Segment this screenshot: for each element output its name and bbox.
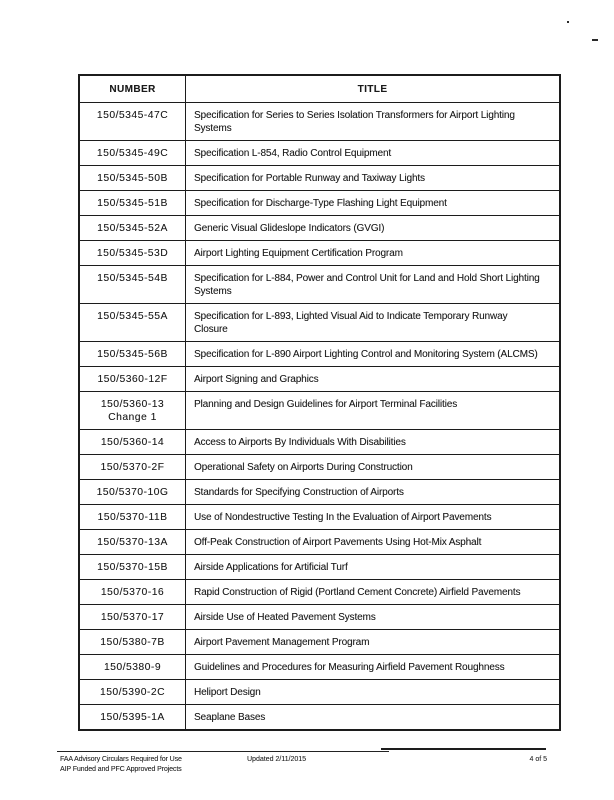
- ac-title-line: Airside Use of Heated Pavement Systems: [194, 611, 376, 623]
- ac-number-line: 150/5345-54B: [97, 272, 168, 284]
- ac-number-line: 150/5380-9: [103, 661, 162, 673]
- ac-number-line: 150/5360-14: [100, 436, 165, 448]
- footer-updated-date: Updated 2/11/2015: [247, 756, 307, 763]
- ac-title-line: Operational Safety on Airports During Construction: [194, 461, 413, 473]
- table-row: [79, 530, 560, 555]
- ac-number-cell: [79, 430, 186, 455]
- ac-title-cell: [186, 430, 561, 455]
- table-row: [79, 216, 560, 241]
- ac-title-cell: [186, 141, 561, 166]
- ac-title-cell: [186, 655, 561, 680]
- ac-title-line: Specification for L-884, Power and Control Unit for Land and Hold Short Lighting: [194, 272, 540, 284]
- ac-title-line: Airport Lighting Equipment Certification Program: [194, 247, 403, 259]
- ac-number-cell: [79, 141, 186, 166]
- ac-title-line: Standards for Specifying Construction of Airports: [194, 486, 404, 498]
- ac-number-cell: [79, 605, 186, 630]
- ac-number-line: 150/5395-1A: [100, 711, 165, 723]
- table-row: [79, 455, 560, 480]
- table-row: [79, 630, 560, 655]
- ac-number-cell: [79, 580, 186, 605]
- ac-title-cell: [186, 304, 561, 342]
- table-row: [79, 166, 560, 191]
- ac-number-cell: [79, 630, 186, 655]
- table-row: [79, 241, 560, 266]
- ac-title-cell: [186, 480, 561, 505]
- table-row: [79, 141, 560, 166]
- table-row: [79, 555, 560, 580]
- ac-title-cell: [186, 555, 561, 580]
- ac-number-cell: [79, 455, 186, 480]
- ac-number-cell: [79, 367, 186, 392]
- ac-table: [78, 74, 561, 731]
- ac-number-cell: [79, 480, 186, 505]
- ac-number-line: 150/5370-15B: [97, 561, 168, 573]
- ac-number-line: 150/5345-51B: [97, 197, 168, 209]
- footer-page-number: 4 of 5: [529, 756, 547, 763]
- ac-number-line: 150/5345-52A: [97, 222, 168, 234]
- ac-title-line: Heliport Design: [194, 686, 261, 698]
- column-header-number: NUMBER: [79, 75, 186, 103]
- ac-title-line: Specification for L-890 Airport Lighting Control and Monitoring System (ALCMS): [194, 348, 538, 360]
- table-row: [79, 342, 560, 367]
- ac-number-line: 150/5370-10G: [96, 486, 169, 498]
- ac-title-cell: [186, 392, 561, 430]
- ac-title-line: Airside Applications for Artificial Turf: [194, 561, 348, 573]
- ac-number-line: 150/5380-7B: [100, 636, 165, 648]
- ac-number-cell: [79, 705, 186, 731]
- ac-title-cell: [186, 630, 561, 655]
- ac-number-line: 150/5345-50B: [97, 172, 168, 184]
- ac-title-line: Off-Peak Construction of Airport Pavements Using Hot-Mix Asphalt: [194, 536, 482, 548]
- ac-title-line: Specification for Discharge-Type Flashing Light Equipment: [194, 197, 447, 209]
- ac-title-cell: [186, 216, 561, 241]
- table-row: [79, 705, 560, 731]
- table-row: [79, 655, 560, 680]
- ac-title-line: Seaplane Bases: [194, 711, 266, 723]
- table-row: [79, 505, 560, 530]
- ac-number-cell: [79, 342, 186, 367]
- table-row: [79, 680, 560, 705]
- ac-number-line: Change 1: [108, 411, 157, 423]
- ac-title-cell: [186, 241, 561, 266]
- footer-rule-left-segment: [57, 751, 389, 752]
- ac-title-cell: [186, 705, 561, 731]
- header-row: [79, 75, 560, 103]
- scan-artifact-dot: [567, 21, 569, 23]
- ac-title-cell: [186, 191, 561, 216]
- ac-title-cell: [186, 342, 561, 367]
- table-row: [79, 266, 560, 304]
- ac-title-cell: [186, 680, 561, 705]
- ac-number-line: 150/5370-11B: [97, 511, 168, 523]
- ac-number-cell: [79, 266, 186, 304]
- table-row: [79, 392, 560, 430]
- ac-number-cell: [79, 392, 186, 430]
- footer-title-line1: FAA Advisory Circulars Required for Use: [60, 756, 182, 763]
- ac-title-line: Use of Nondestructive Testing In the Evaluation of Airport Pavements: [194, 511, 492, 523]
- table-row: [79, 480, 560, 505]
- footer-document-title: [60, 755, 182, 774]
- table-row: [79, 103, 560, 141]
- ac-number-line: 150/5360-12F: [97, 373, 168, 385]
- ac-title-cell: [186, 605, 561, 630]
- table-row: [79, 367, 560, 392]
- table-row: [79, 605, 560, 630]
- ac-title-cell: [186, 505, 561, 530]
- ac-number-cell: [79, 655, 186, 680]
- advisory-circular-table: [78, 74, 548, 731]
- ac-number-cell: [79, 680, 186, 705]
- ac-number-cell: [79, 505, 186, 530]
- ac-number-line: 150/5345-56B: [97, 348, 168, 360]
- ac-number-cell: [79, 304, 186, 342]
- ac-title-line: Specification for Series to Series Isolation Transformers for Airport Lighting: [194, 109, 515, 121]
- ac-title-cell: [186, 530, 561, 555]
- ac-number-cell: [79, 216, 186, 241]
- table-row: [79, 580, 560, 605]
- ac-title-line: Airport Pavement Management Program: [194, 636, 370, 648]
- ac-title-line: Specification for L-893, Lighted Visual Aid to Indicate Temporary Runway: [194, 310, 508, 322]
- ac-number-line: 150/5390-2C: [99, 686, 166, 698]
- ac-title-line: Generic Visual Glideslope Indicators (GVGI): [194, 222, 385, 234]
- ac-number-cell: [79, 555, 186, 580]
- ac-number-cell: [79, 166, 186, 191]
- ac-number-line: 150/5345-47C: [96, 109, 169, 121]
- ac-title-cell: [186, 367, 561, 392]
- ac-number-line: 150/5370-2F: [100, 461, 165, 473]
- ac-number-line: 150/5360-13: [100, 398, 165, 410]
- footer-rule-right-segment: [381, 748, 546, 750]
- ac-title-line: Specification L-854, Radio Control Equipment: [194, 147, 392, 159]
- ac-title-cell: [186, 455, 561, 480]
- ac-title-cell: [186, 103, 561, 141]
- ac-title-cell: [186, 580, 561, 605]
- ac-title-line: Access to Airports By Individuals With Disabilities: [194, 436, 406, 448]
- table-header: [79, 75, 560, 103]
- ac-title-line: Specification for Portable Runway and Taxiway Lights: [194, 172, 425, 184]
- scan-artifact-dash: [592, 39, 598, 41]
- ac-number-line: 150/5345-53D: [96, 247, 169, 259]
- ac-number-line: 150/5345-49C: [96, 147, 169, 159]
- table-row: [79, 191, 560, 216]
- ac-number-cell: [79, 530, 186, 555]
- ac-title-line: Systems: [194, 122, 232, 134]
- ac-title-cell: [186, 266, 561, 304]
- ac-number-cell: [79, 241, 186, 266]
- ac-number-cell: [79, 191, 186, 216]
- ac-number-line: 150/5370-16: [100, 586, 165, 598]
- ac-title-line: Systems: [194, 285, 232, 297]
- footer-title-line2: AIP Funded and PFC Approved Projects: [60, 765, 182, 773]
- ac-number-cell: [79, 103, 186, 141]
- ac-title-line: Airport Signing and Graphics: [194, 373, 319, 385]
- ac-number-line: 150/5370-13A: [97, 536, 168, 548]
- ac-title-line: Guidelines and Procedures for Measuring Airfield Pavement Roughness: [194, 661, 505, 673]
- ac-title-line: Rapid Construction of Rigid (Portland Cement Concrete) Airfield Pavements: [194, 586, 521, 598]
- ac-title-line: Closure: [194, 323, 228, 335]
- ac-title-line: Planning and Design Guidelines for Airport Terminal Facilities: [194, 398, 458, 410]
- ac-number-line: 150/5370-17: [100, 611, 165, 623]
- table-row: [79, 304, 560, 342]
- table-row: [79, 430, 560, 455]
- ac-title-cell: [186, 166, 561, 191]
- ac-number-line: 150/5345-55A: [97, 310, 168, 322]
- column-header-title: TITLE: [186, 75, 561, 103]
- table-body: [79, 103, 560, 731]
